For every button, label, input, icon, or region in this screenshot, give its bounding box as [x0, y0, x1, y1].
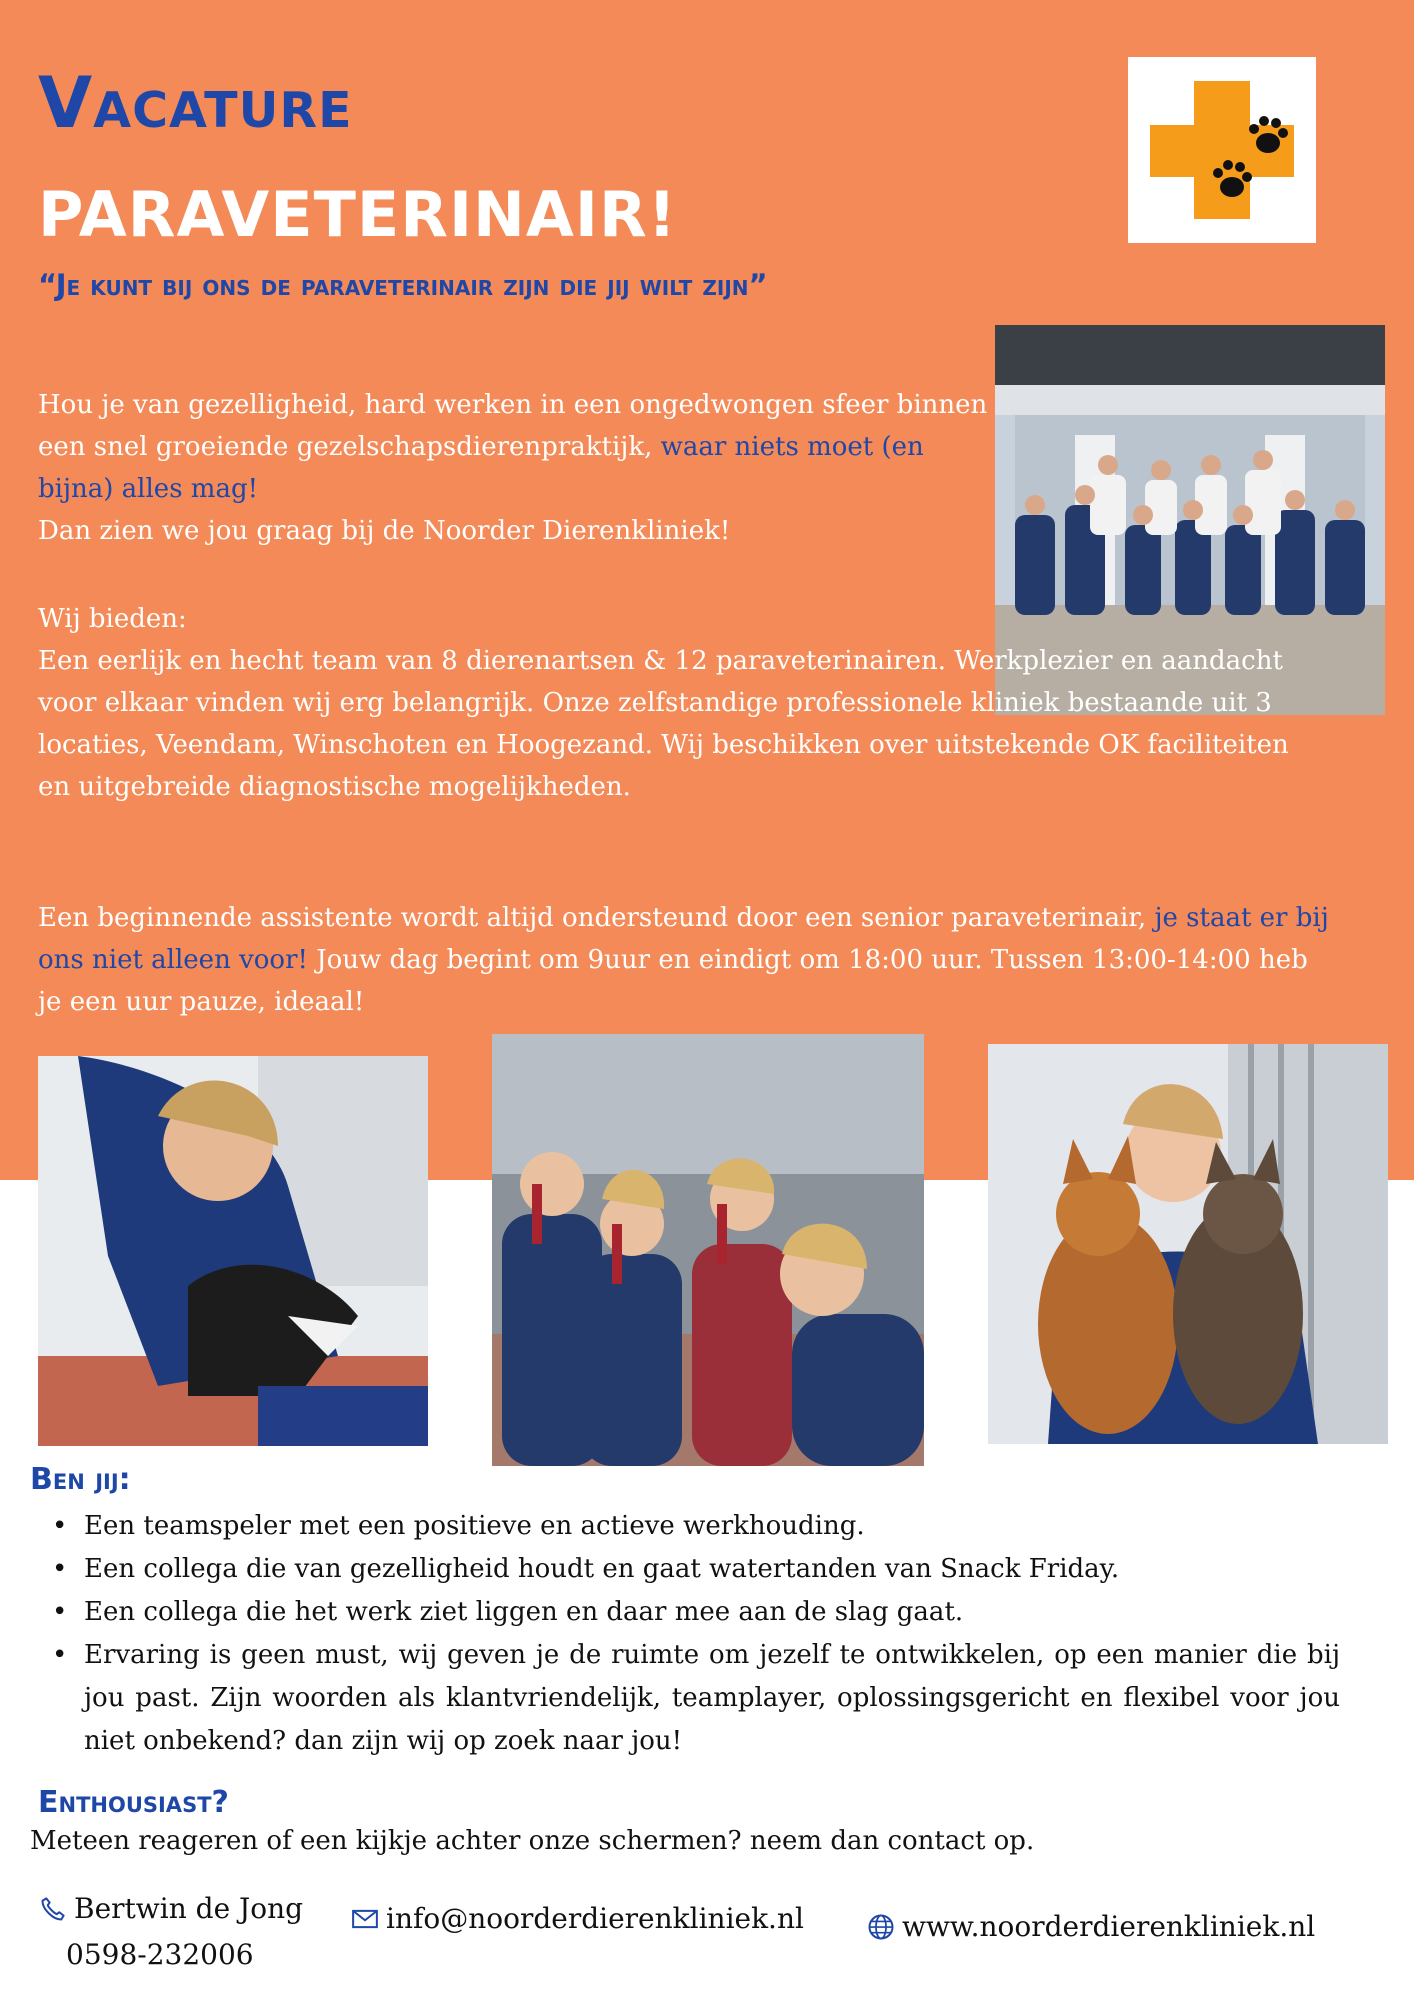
intro-closing: Dan zien we jou graag bij de Noorder Dierenkliniek! — [38, 516, 731, 546]
list-item: • Ervaring is geen must, wij geven je de ruimte om jezelf te ontwikkelen, op een manier die bij jou past. Zijn woorden als klantvriendelijk, teamplayer, oplossingsgericht en flexibel voor jou niet onbekend? dan zijn wij op zoek naar jou! — [38, 1634, 1340, 1763]
page-title: Vacature — [38, 62, 353, 144]
dog-photo — [38, 1056, 428, 1446]
orange-cross-with-paws-icon — [1128, 57, 1316, 243]
enthousiast-heading: Enthousiast? — [38, 1785, 229, 1820]
email-address[interactable]: info@noorderdierenkliniek.nl — [386, 1902, 804, 1935]
page-subtitle: PARAVETERINAIR! — [38, 178, 677, 251]
phone-icon — [38, 1894, 68, 1924]
team-selfie-photo — [492, 1034, 924, 1466]
contact-name — [38, 1892, 303, 1925]
requirements-list — [38, 1505, 1340, 1763]
list-item: • Een teamspeler met een positieve en actieve werkhouding. — [38, 1505, 1340, 1548]
list-item: • Een collega die het werk ziet liggen en daar mee aan de slag gaat. — [38, 1591, 1340, 1634]
ben-jij-heading: Ben jij: — [30, 1462, 131, 1497]
support-paragraph — [38, 897, 1338, 1023]
globe-icon — [866, 1912, 896, 1942]
intro-paragraph — [38, 384, 998, 552]
offer-paragraph — [38, 640, 1328, 808]
list-item: • Een collega die van gezelligheid houdt en gaat watertanden van Snack Friday. — [38, 1548, 1340, 1591]
offer-heading: Wij bieden: — [38, 604, 187, 634]
support-highlight: je staat er bij ons niet alleen voor! — [38, 903, 1329, 975]
intro-text: Hou je van gezelligheid, hard werken in een ongedwongen sfeer binnen een snel groeiende gezelschapsdierenpraktijk, — [38, 390, 988, 462]
contact-website[interactable] — [866, 1910, 1315, 1943]
website-url[interactable]: www.noorderdierenkliniek.nl — [902, 1910, 1316, 1943]
offer-text: Een eerlijk en hecht team van 8 dierenartsen & 12 paraveterinairen. Werkplezier en aandacht voor elkaar vinden wij erg belangrijk. Onze zelfstandige professionele kliniek bestaande uit 3 locaties, Veendam, Winschoten en Hoogezand. Wij beschikken over uitstekende OK faciliteiten en uitgebreide diagnostische mogelijkheden. — [38, 646, 1289, 802]
envelope-icon — [350, 1904, 380, 1934]
contact-intro-text: Meteen reageren of een kijkje achter onze schermen? neem dan contact op. — [30, 1826, 1035, 1856]
cats-photo — [988, 1044, 1388, 1444]
tagline-quote: “Je kunt bij ons de paraveterinair zijn die jij wilt zijn” — [38, 268, 768, 302]
clinic-logo — [1128, 57, 1316, 243]
intro-highlight: waar niets moet (en bijna) alles mag! — [38, 432, 924, 504]
contact-phone[interactable] — [66, 1938, 254, 1971]
phone-number[interactable]: 0598-232006 — [66, 1938, 254, 1971]
support-hours: Jouw dag begint om 9uur en eindigt om 18:00 uur. Tussen 13:00-14:00 heb je een uur pauze, ideaal! — [38, 945, 1308, 1017]
contact-email[interactable] — [350, 1902, 804, 1935]
support-text: Een beginnende assistente wordt altijd ondersteund door een senior paraveterinair, — [38, 903, 1147, 933]
contact-person-name: Bertwin de Jong — [74, 1892, 304, 1925]
